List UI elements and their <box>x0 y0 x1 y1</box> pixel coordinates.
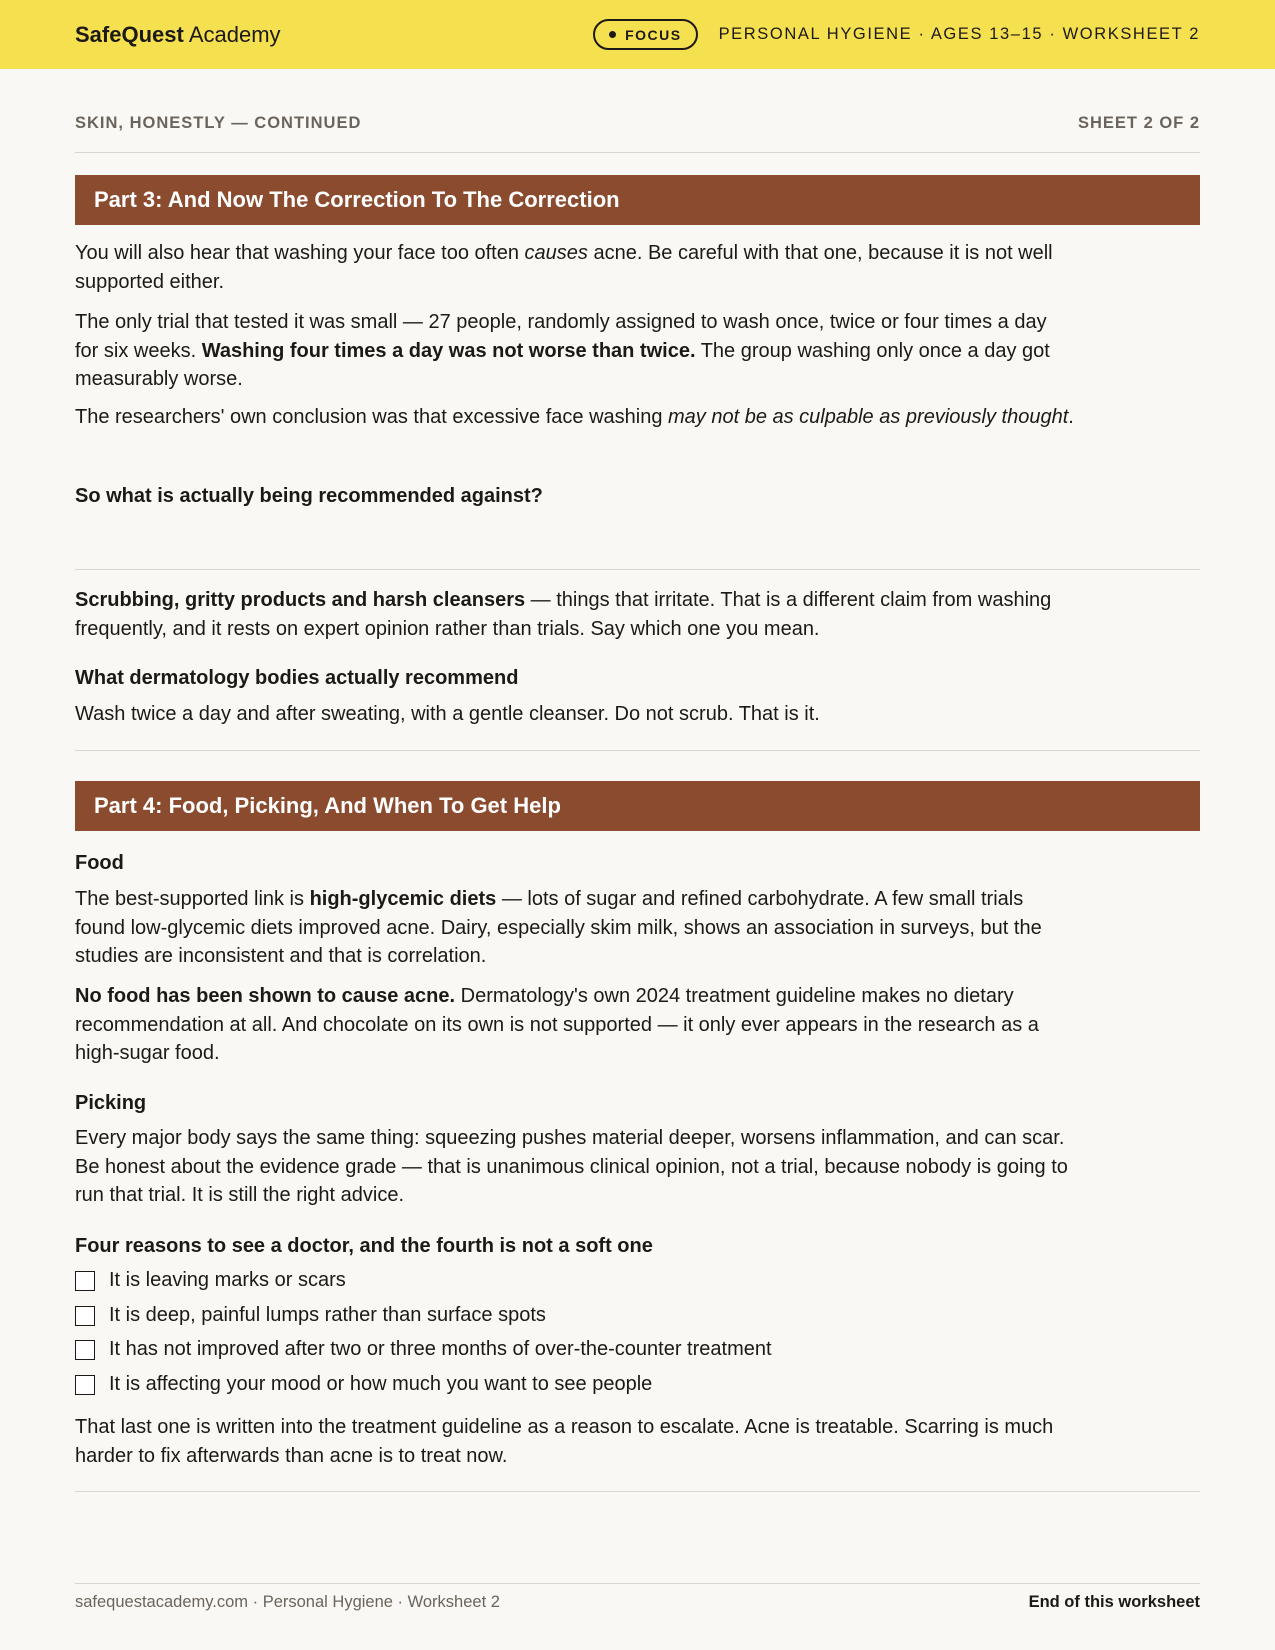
closing-paragraph: That last one is written into the treatment guideline as a reason to escalate. Acne is treatable. Scarring is much harder to fix afterwards than acne is to treat now. <box>75 1416 1054 1467</box>
part3-paragraph-2: The only trial that tested it was small — 27 people, randomly assigned to wash once, twice or four times a day for six weeks. Washing four times a day was not worse than twice. The group washing only once a day got measurably worse. <box>75 311 1050 390</box>
checklist-label: It is deep, painful lumps rather than surface spots <box>109 1304 546 1326</box>
footer <box>75 1593 1200 1612</box>
section-continued-label: SKIN, HONESTLY — CONTINUED <box>75 114 362 132</box>
picking-heading: Picking <box>75 1092 147 1114</box>
answer-line <box>75 569 1200 570</box>
food-paragraph-2: No food has been shown to cause acne. Dermatology's own 2024 treatment guideline makes no dietary recommendation at all. And chocolate on its own is not supported — it only ever appears in the research as a high-sugar food. <box>75 985 1039 1064</box>
part3-paragraph-1: You will also hear that washing your face too often causes acne. Be careful with that one, because it is not well supported either. <box>75 242 1053 293</box>
part4-title-bar <box>75 781 1200 831</box>
picking-paragraph: Every major body says the same thing: squeezing pushes material deeper, worsens inflammation, and can scar. Be honest about the evidence grade — that is unanimous clinical opinion, not a trial, because nobody is going to run that trial. It is still the right advice. <box>75 1127 1068 1206</box>
recommendation-text: Wash twice a day and after sweating, with a gentle cleanser. Do not scrub. That is it. <box>75 703 820 725</box>
food-paragraph-1: The best-supported link is high-glycemic diets — lots of sugar and refined carbohydrate. A few small trials found low-glycemic diets improved acne. Dairy, especially skim milk, shows an association in surveys, but the studies are inconsistent and that is correlation. <box>75 888 1042 967</box>
checklist-label: It is leaving marks or scars <box>109 1269 346 1291</box>
sheet-number: SHEET 2 OF 2 <box>1077 114 1200 132</box>
food-heading: Food <box>75 852 124 874</box>
brand-logo[interactable] <box>75 22 281 48</box>
breadcrumb: PERSONAL HYGIENE · AGES 13–15 · WORKSHEET 2 <box>718 25 1200 43</box>
divider <box>75 152 1200 153</box>
doctor-heading: Four reasons to see a doctor, and the fourth is not a soft one <box>75 1235 653 1257</box>
part3-title-bar <box>75 175 1200 225</box>
brand-name-rest: Academy <box>188 21 281 47</box>
answer-paragraph: Scrubbing, gritty products and harsh cleansers — things that irritate. That is a different claim from washing frequently, and it rests on expert opinion rather than trials. Say which one you mean. <box>75 589 1052 640</box>
footer-divider <box>75 1583 1200 1584</box>
divider <box>75 750 1200 751</box>
part3-paragraph-3: The researchers' own conclusion was that excessive face washing may not be as culpable as previously thought. <box>75 406 1074 428</box>
checklist-label: It is affecting your mood or how much you want to see people <box>109 1373 653 1395</box>
checklist-item[interactable] <box>75 1304 546 1327</box>
checkbox[interactable] <box>75 1375 95 1395</box>
checkbox[interactable] <box>75 1271 95 1291</box>
checklist-item[interactable] <box>75 1338 772 1361</box>
checklist-item[interactable] <box>75 1269 346 1292</box>
recommendation-heading: What dermatology bodies actually recommend <box>75 667 519 689</box>
focus-badge <box>593 19 698 50</box>
checklist-item[interactable] <box>75 1373 652 1396</box>
dot-icon <box>609 31 616 38</box>
header-bar <box>0 0 1275 69</box>
divider <box>75 1491 1200 1492</box>
focus-badge-label: FOCUS <box>625 26 682 43</box>
question-heading: So what is actually being recommended against? <box>75 485 543 507</box>
footer-site-info[interactable]: safequestacademy.com · Personal Hygiene · Worksheet 2 <box>75 1593 500 1611</box>
brand-name-bold: SafeQuest <box>75 21 184 47</box>
footer-end-label: End of this worksheet <box>1028 1593 1200 1611</box>
sheet-subheader <box>75 114 1200 133</box>
checklist-label: It has not improved after two or three months of over-the-counter treatment <box>109 1338 772 1360</box>
checkbox[interactable] <box>75 1306 95 1326</box>
checkbox[interactable] <box>75 1340 95 1360</box>
part4-title: Part 4: Food, Picking, And When To Get Help <box>94 793 561 818</box>
part3-title: Part 3: And Now The Correction To The Correction <box>94 187 620 212</box>
